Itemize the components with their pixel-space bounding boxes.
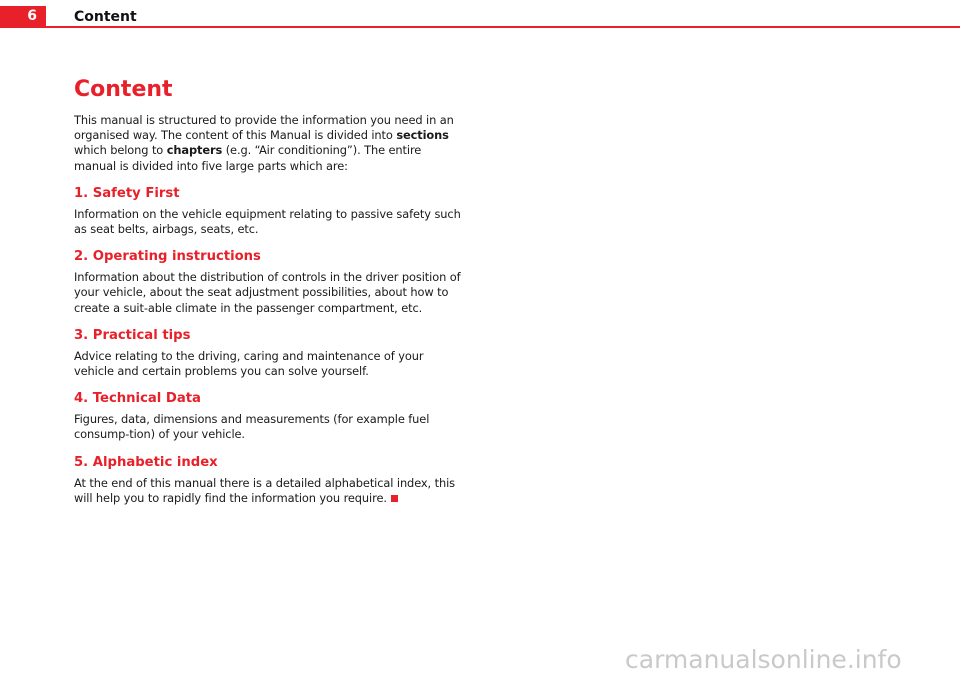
intro-bold-chapters: chapters bbox=[166, 143, 223, 158]
page-title: Content bbox=[74, 77, 173, 102]
page-number: 6 bbox=[27, 8, 37, 24]
section-heading-technical-data: 4. Technical Data bbox=[74, 391, 201, 407]
section-paragraph-alphabetic-index bbox=[74, 476, 466, 506]
end-mark-icon bbox=[391, 495, 398, 502]
section-text-technical-data: Figures, data, dimensions and measurements (for example fuel consump-tion) of your vehicle. bbox=[74, 412, 430, 442]
watermark-text: carmanualsonline.info bbox=[625, 645, 902, 674]
page-header bbox=[0, 0, 960, 29]
intro-bold-sections: sections bbox=[396, 128, 449, 143]
page-number-badge bbox=[0, 6, 46, 26]
intro-paragraph bbox=[74, 113, 466, 174]
content-column bbox=[74, 76, 466, 506]
section-text-practical-tips: Advice relating to the driving, caring and maintenance of your vehicle and certain problems you can solve yourself. bbox=[74, 348, 424, 379]
section-text-operating-instructions: Information about the distribution of controls in the driver position of your vehicle, about the seat adjustment possibilities, about how to create a suit-able climate in the passenger compartment, etc. bbox=[74, 270, 461, 315]
section-heading-safety-first: 1. Safety First bbox=[74, 185, 180, 201]
header-rule bbox=[0, 26, 960, 28]
section-heading-operating-instructions: 2. Operating instructions bbox=[74, 249, 261, 265]
intro-text-1: This manual is structured to provide the information you need in an organised way. The content of this Manual is divided into bbox=[74, 113, 454, 143]
running-header-title: Content bbox=[74, 9, 137, 25]
intro-text-2: which belong to bbox=[74, 143, 167, 158]
section-heading-alphabetic-index: 5. Alphabetic index bbox=[74, 454, 218, 470]
section-heading-practical-tips: 3. Practical tips bbox=[74, 327, 191, 343]
intro-text-3: (e.g. “Air conditioning”). The entire manual is divided into five large parts which are: bbox=[74, 143, 422, 173]
section-text-safety-first: Information on the vehicle equipment relating to passive safety such as seat belts, airbags, seats, etc. bbox=[74, 206, 461, 237]
section-text-alphabetic-index: At the end of this manual there is a detailed alphabetical index, this will help you to rapidly find the information you require. bbox=[74, 475, 455, 505]
